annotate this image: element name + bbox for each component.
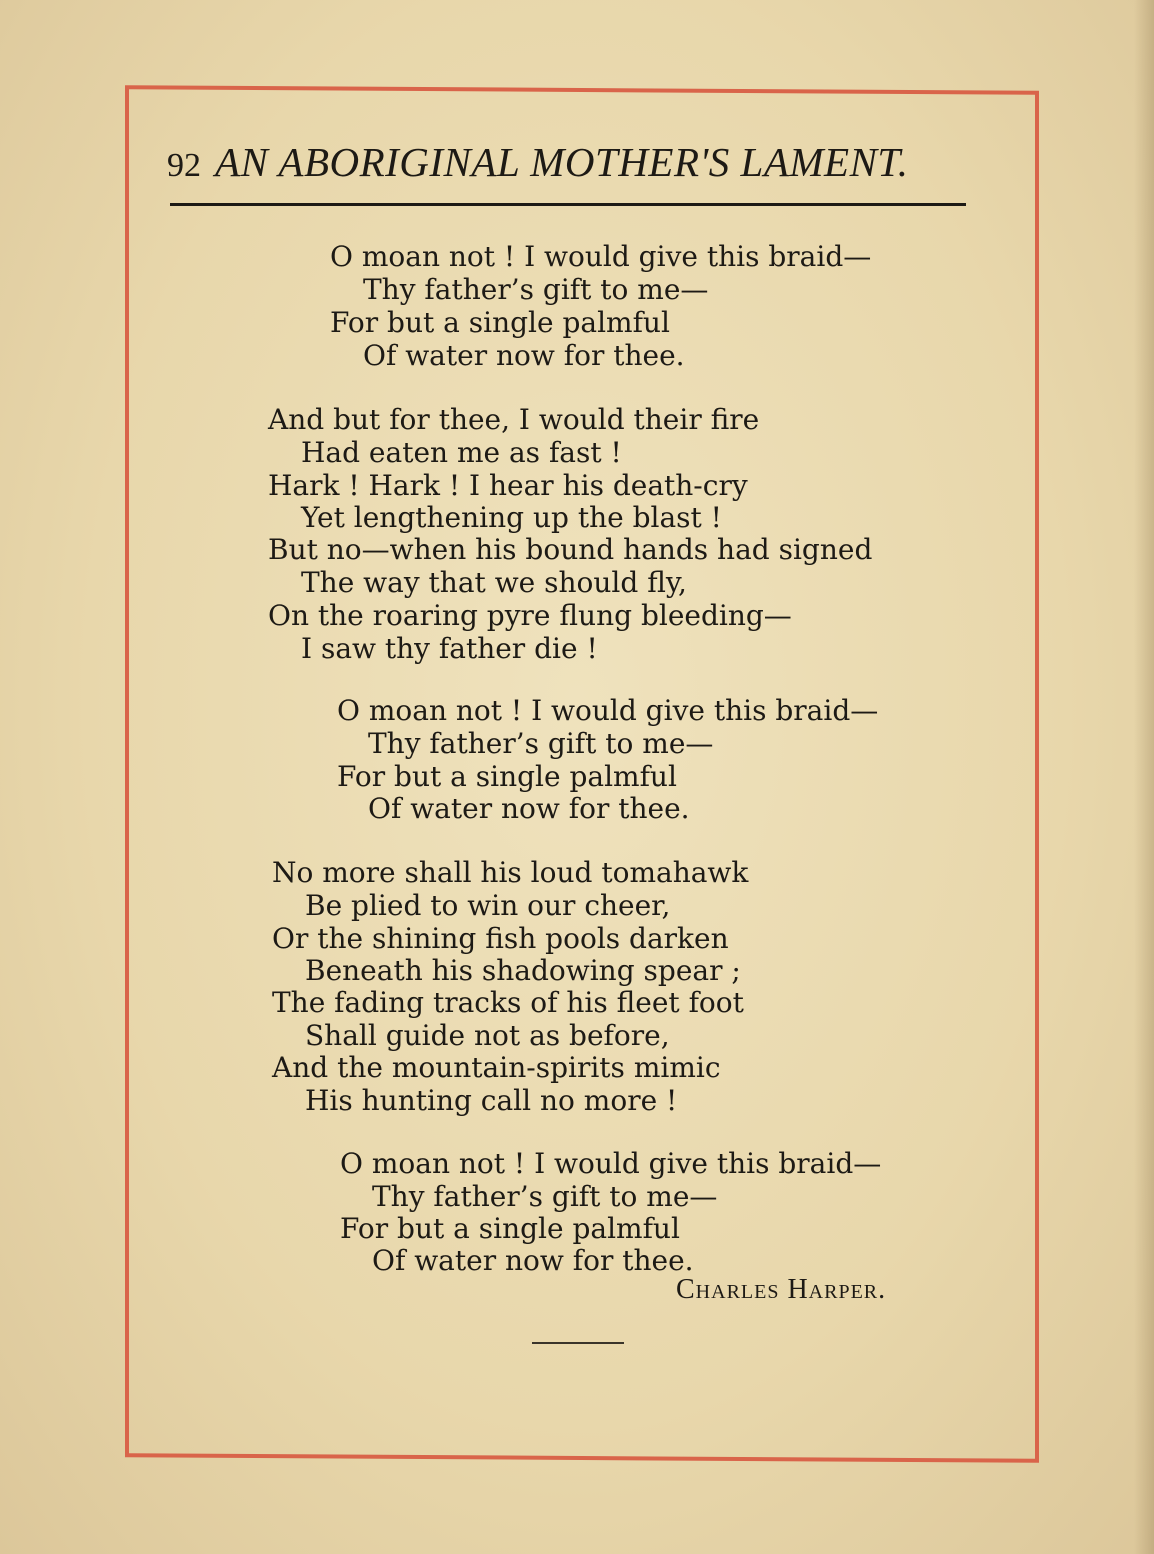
running-header	[167, 138, 967, 188]
poem-line: Had eaten me as fast !	[301, 436, 622, 469]
poem-line: Or the shining fish pools darken	[272, 922, 729, 955]
poem-line: Be plied to win our cheer,	[305, 889, 671, 922]
poem-line: I saw thy father die !	[301, 632, 598, 665]
header-rule	[170, 203, 966, 206]
author-attribution: Charles Harper.	[676, 1274, 887, 1305]
poem-line: For but a single palmful	[330, 306, 670, 339]
poem-line: Yet lengthening up the blast !	[301, 501, 722, 534]
poem-line: His hunting call no more !	[305, 1084, 678, 1117]
poem-line: No more shall his loud tomahawk	[272, 856, 749, 889]
poem-line: And the mountain-spirits mimic	[272, 1051, 721, 1084]
page-number: 92	[167, 147, 201, 184]
poem-line: Shall guide not as before,	[305, 1019, 670, 1052]
poem-line: Beneath his shadowing spear ;	[305, 954, 741, 987]
poem-line: The fading tracks of his fleet foot	[272, 986, 744, 1019]
end-rule	[532, 1342, 624, 1344]
poem-line: Of water now for thee.	[363, 339, 685, 372]
poem-line: But no—when his bound hands had signed	[268, 533, 873, 566]
page-edge-shadow	[1134, 0, 1154, 1554]
poem-line: And but for thee, I would their fire	[268, 403, 760, 436]
poem-line: Thy father’s gift to me—	[363, 273, 709, 306]
poem-line: For but a single palmful	[337, 760, 677, 793]
poem-line: Hark ! Hark ! I hear his death-cry	[268, 469, 748, 502]
poem-line: For but a single palmful	[340, 1212, 680, 1245]
poem-line: Of water now for thee.	[368, 792, 690, 825]
poem-line: The way that we should fly,	[301, 566, 687, 599]
running-title: AN ABORIGINAL MOTHER'S LAMENT.	[215, 139, 909, 185]
poem-line: On the roaring pyre flung bleeding—	[268, 599, 792, 632]
poem-line: Thy father’s gift to me—	[372, 1180, 718, 1213]
poem-line: O moan not ! I would give this braid—	[337, 694, 879, 727]
poem-line: Of water now for thee.	[372, 1244, 694, 1277]
poem-line: Thy father’s gift to me—	[368, 727, 714, 760]
poem-line: O moan not ! I would give this braid—	[330, 240, 872, 273]
poem-line: O moan not ! I would give this braid—	[340, 1147, 882, 1180]
